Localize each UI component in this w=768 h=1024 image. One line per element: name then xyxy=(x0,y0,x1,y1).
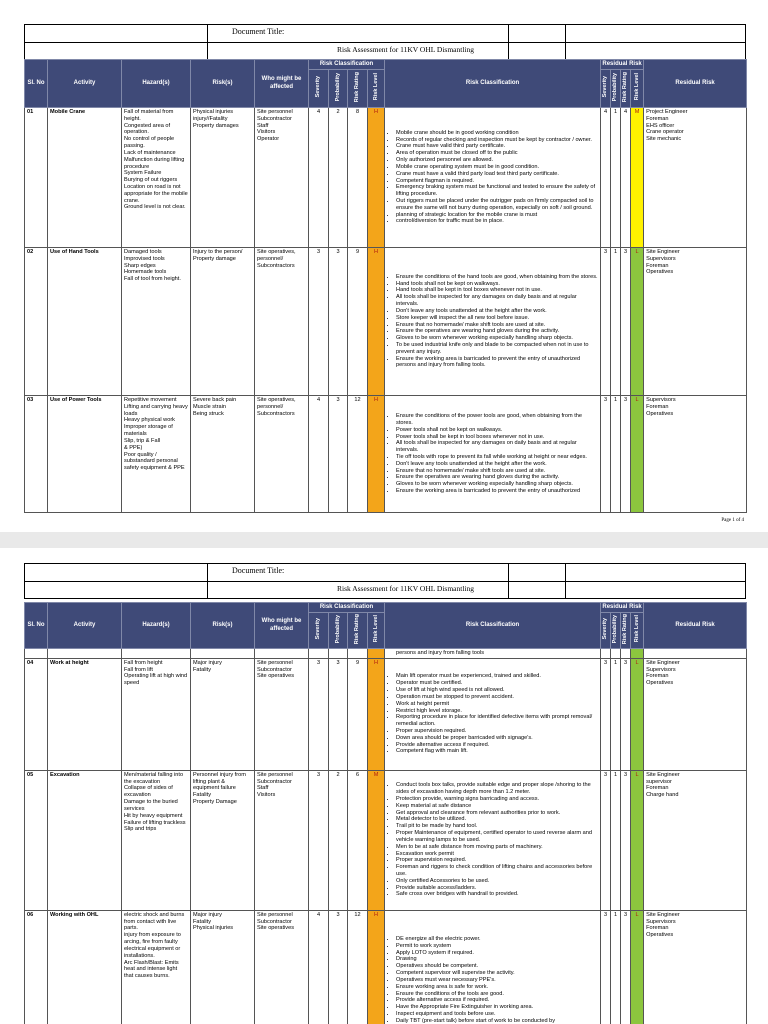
control-measure: • Foreman and riggers to check condition of lifting chains and accessories before use. xyxy=(396,864,598,878)
row-number: 04 xyxy=(25,658,48,770)
col-activity: Activity xyxy=(48,603,122,649)
res-severity-cell: 4 xyxy=(601,108,611,248)
document-subtitle: Risk Assessment for 11KV OHL Dismantling xyxy=(337,45,475,54)
control-measure: • All tools shall be inspected for any damages on daily basis and at regular intervals. xyxy=(396,294,598,308)
control-measure: • Mobile crane should be in good working condition xyxy=(396,130,598,137)
risk-level-cell: H xyxy=(368,658,385,770)
control-measure: • Have the Appropriate Fire Extinguisher in working area. xyxy=(396,1004,598,1011)
hazards-cell: Repetitive movement Lifting and carrying heavy loads Heavy physical work Improper storage of materials Slip, trip & Fall & PPE) Poor quality / substandard personal safety equipment & PPE xyxy=(122,396,191,513)
document-page-2 xyxy=(0,548,768,1024)
control-measure: • Area of operation must be closed off to the public xyxy=(396,150,598,157)
col-affected: Who might be affected xyxy=(255,603,309,649)
res-level-cell: L xyxy=(631,658,644,770)
row-number: 06 xyxy=(25,910,48,1024)
res-rating-cell: 3 xyxy=(621,396,631,513)
probability-cell: 2 xyxy=(329,108,348,248)
control-measure: • Ensure the conditions of the tools are good. xyxy=(396,991,598,998)
severity-cell: 4 xyxy=(309,396,329,513)
document-title-box xyxy=(24,24,746,60)
probability-cell: 3 xyxy=(329,658,348,770)
empty-cell xyxy=(48,649,122,659)
col-risk-level: Risk Level xyxy=(372,73,379,101)
control-measure: • Provide alternative access if required. xyxy=(396,997,598,1004)
empty-cell xyxy=(122,649,191,659)
control-measure: • Down area should be proper barricaded with signage's. xyxy=(396,735,598,742)
control-measure: • Operator must be certified. xyxy=(396,680,598,687)
col-risk-rating: Risk Rating xyxy=(354,71,361,102)
probability-cell: 3 xyxy=(329,396,348,513)
control-measure: • Provide suitable access/ladders. xyxy=(396,885,598,892)
control-measure: • Work at height permit xyxy=(396,701,598,708)
control-measure: • Daily TBT (pre-start talk) before start of work to be conducted by xyxy=(396,1018,598,1024)
control-measure: • Competent flagman is required. xyxy=(396,178,598,185)
control-measure: • Permit to work system xyxy=(396,943,598,950)
severity-cell: 3 xyxy=(309,770,329,910)
activity-cell: Use of Hand Tools xyxy=(48,248,122,396)
document-title-box xyxy=(24,563,746,599)
res-probability-cell: 1 xyxy=(611,108,621,248)
hazards-cell: Fall from height Fall from lift Operating lift at high wind speed xyxy=(122,658,191,770)
empty-cell xyxy=(621,649,631,659)
res-probability-cell: 1 xyxy=(611,658,621,770)
controls-cell xyxy=(385,770,601,910)
empty-cell xyxy=(611,649,621,659)
controls-cell xyxy=(385,248,601,396)
residual-risk-cell: Site Engineer Supervisors Foreman Operatives xyxy=(644,658,747,770)
control-measure: • Ensure that no homemade/ make shift tools are used at site. xyxy=(396,322,598,329)
affected-cell: Site personnel Subcontractor Site operatives xyxy=(255,910,309,1024)
col-group-risk-classification: Risk Classification xyxy=(309,603,385,613)
control-measure: • Excavation work permit xyxy=(396,851,598,858)
controls-cell xyxy=(385,396,601,513)
control-measure: • Only authorized personnel are allowed. xyxy=(396,157,598,164)
table-row xyxy=(25,396,747,513)
control-measure: • Ensure the operatives are wearing hand gloves during the activity. xyxy=(396,328,598,335)
control-measure: • Safe cross over bridges with handrail to provided. xyxy=(396,891,598,898)
risks-cell: Physical injuries injury//Fatality Property damages xyxy=(191,108,255,248)
col-activity: Activity xyxy=(48,60,122,108)
col-res-probability: Probability xyxy=(612,614,619,644)
controls-cell xyxy=(385,658,601,770)
res-rating-cell: 3 xyxy=(621,770,631,910)
risk-assessment-table xyxy=(24,602,747,1024)
res-severity-cell: 3 xyxy=(601,770,611,910)
control-measure: • Records of regular checking and inspection must be kept by contractor / owner. xyxy=(396,137,598,144)
col-hazards: Hazard(s) xyxy=(122,60,191,108)
probability-cell: 2 xyxy=(329,770,348,910)
control-measure: • Reporting procedure in place for identified defective items with prompt removal/ remedial action. xyxy=(396,714,598,728)
res-level-cell: L xyxy=(631,770,644,910)
residual-risk-cell: Site Engineer supervisor Foreman Charge hand xyxy=(644,770,747,910)
col-sl-no: Sl. No xyxy=(25,60,48,108)
control-measure: • Metal detector to be utilized. xyxy=(396,816,598,823)
col-residual-risk: Residual Risk xyxy=(644,60,747,108)
document-title-label: Document Title: xyxy=(232,566,285,575)
risk-rating-cell: 12 xyxy=(348,396,368,513)
table-row xyxy=(25,658,747,770)
row-number: 03 xyxy=(25,396,48,513)
control-measure: • Trail pit to be made by hand tool. xyxy=(396,823,598,830)
res-level-cell: L xyxy=(631,910,644,1024)
col-risks: Risk(s) xyxy=(191,603,255,649)
carryover-text: persons and injury from falling tools xyxy=(385,649,601,659)
col-severity: Severity xyxy=(315,618,322,640)
risk-level-cell: H xyxy=(368,248,385,396)
activity-cell: Excavation xyxy=(48,770,122,910)
control-measure: • Hand tools shall be kept in tool boxes whenever not in use. xyxy=(396,287,598,294)
control-measure: • Get approval and clearance from relevant authorities prior to work. xyxy=(396,810,598,817)
affected-cell: Site personnel Subcontractor Staff Visitors Operator xyxy=(255,108,309,248)
risk-level-cell: M xyxy=(368,770,385,910)
control-measure: • To be used industrial knife only and blade to be compacted when not in use to prevent any injury. xyxy=(396,342,598,356)
control-measure: • Only certified Accessories to be used. xyxy=(396,878,598,885)
res-probability-cell: 1 xyxy=(611,248,621,396)
control-measure: • Operatives must wear necessary PPE's. xyxy=(396,977,598,984)
control-measure: • control/diversion for traffic must be in place. xyxy=(396,218,598,225)
residual-risk-cell: Project Engineer Foreman EHS officer Crane operator Site mechanic xyxy=(644,108,747,248)
col-severity: Severity xyxy=(315,76,322,98)
severity-cell: 3 xyxy=(309,658,329,770)
control-measure: • Mobile crane operating system must be in good condition. xyxy=(396,164,598,171)
col-affected: Who might be affected xyxy=(255,60,309,108)
col-risk-classification: Risk Classification xyxy=(385,603,601,649)
col-res-risk-rating: Risk Rating xyxy=(622,613,629,644)
table-row xyxy=(25,770,747,910)
col-res-risk-level: Risk Level xyxy=(633,73,640,101)
control-measure: • Apply LOTO system if required. xyxy=(396,950,598,957)
res-severity-cell: 3 xyxy=(601,910,611,1024)
control-measure: • planning of strategic location for the mobile crane is must xyxy=(396,212,598,219)
res-level-cell: L xyxy=(631,248,644,396)
empty-cell xyxy=(255,649,309,659)
col-res-risk-rating: Risk Rating xyxy=(622,71,629,102)
control-measure: • Out riggers must be placed under the outrigger pads on firmly compacted soil to ensure the same will not burry during operation, especially on soft / soil ground. xyxy=(396,198,598,212)
activity-cell: Mobile Crane xyxy=(48,108,122,248)
control-measure: • Store keeper will inspect the all new tool before issue. xyxy=(396,315,598,322)
control-measure: • Ensure the working area is barricaded to prevent the entry of unauthorized persons and injury from falling tools. xyxy=(396,356,598,370)
hazards-cell: Damaged tools Improvised tools Sharp edges Homemade tools Fall of tool from height. xyxy=(122,248,191,396)
control-measure: • DE energize all the electric power. xyxy=(396,936,598,943)
control-measure: • Hand tools shall not be kept on walkways. xyxy=(396,281,598,288)
activity-cell: Working with OHL xyxy=(48,910,122,1024)
table-row xyxy=(25,248,747,396)
col-risk-rating: Risk Rating xyxy=(354,613,361,644)
affected-cell: Site personnel Subcontractor Staff Visitors xyxy=(255,770,309,910)
control-measure: • Proper supervision required. xyxy=(396,857,598,864)
col-probability: Probability xyxy=(334,72,341,102)
control-measure: • Proper Maintenance of equipment, certified operator to used reverse alarm and vehicle warning lamps to be used. xyxy=(396,830,598,844)
residual-risk-cell: Supervisors Foreman Operatives xyxy=(644,396,747,513)
risk-rating-cell: 8 xyxy=(348,108,368,248)
empty-cell xyxy=(25,649,48,659)
empty-cell xyxy=(368,649,385,659)
risk-level-cell: H xyxy=(368,396,385,513)
res-level-cell: M xyxy=(631,108,644,248)
hazards-cell: Men/material falling into the excavation Collapse of sides of excavation Damage to the buried services Hit by heavy equipment Failure of lifting trackless Slip and trips xyxy=(122,770,191,910)
control-measure: • Crane must have a valid third party load test third party certificate. xyxy=(396,171,598,178)
control-measure: • Emergency braking system must be functional and tested to ensure the safety of lifting procedure. xyxy=(396,184,598,198)
empty-cell xyxy=(329,649,348,659)
empty-cell xyxy=(644,649,747,659)
res-rating-cell: 3 xyxy=(621,248,631,396)
control-measure: • Ensure working area is safe for work. xyxy=(396,984,598,991)
control-measure: • Use of lift at high wind speed is not allowed. xyxy=(396,687,598,694)
residual-risk-cell: Site Engineer Supervisors Foreman Operatives xyxy=(644,910,747,1024)
control-measure: • Conduct tools box talks, provide suitable edge and proper slope /shoring to the sides of excavation having depth more than 1.2 meter. xyxy=(396,782,598,796)
control-measure: • Operatives should be competent. xyxy=(396,963,598,970)
control-measure: • Don't leave any tools unattended at the height after the work. xyxy=(396,308,598,315)
control-measure: • Power tools shall be kept in tool boxes whenever not in use. xyxy=(396,434,598,441)
control-measure: • Ensure the operatives are wearing hand gloves during the activity. xyxy=(396,474,598,481)
col-probability: Probability xyxy=(334,614,341,644)
control-measure: • Ensure the working area is barricaded to prevent the entry of unauthorized xyxy=(396,488,598,495)
col-res-severity: Severity xyxy=(602,618,609,640)
risks-cell: Major injury Fatality Physical injuries xyxy=(191,910,255,1024)
risk-level-cell: H xyxy=(368,108,385,248)
control-measure: • Protection provide, warning signs barricading and access. xyxy=(396,796,598,803)
res-probability-cell: 1 xyxy=(611,770,621,910)
row-number: 01 xyxy=(25,108,48,248)
col-risk-classification: Risk Classification xyxy=(385,60,601,108)
col-residual-risk: Residual Risk xyxy=(644,603,747,649)
empty-cell xyxy=(191,649,255,659)
res-probability-cell: 1 xyxy=(611,396,621,513)
col-sl-no: Sl. No xyxy=(25,603,48,649)
hazards-cell: Fall of material from height. Congested area of operation. No control of people passing. Lack of maintenance Malfunction during lifting procedure System Failure Burying of out riggers Location on road is not appropriate for the mobile crane. Ground level is not clear. xyxy=(122,108,191,248)
res-rating-cell: 4 xyxy=(621,108,631,248)
col-res-risk-level: Risk Level xyxy=(633,615,640,643)
control-measure: • Power tools shall not be kept on walkways. xyxy=(396,427,598,434)
res-severity-cell: 3 xyxy=(601,248,611,396)
col-hazards: Hazard(s) xyxy=(122,603,191,649)
probability-cell: 3 xyxy=(329,248,348,396)
controls-cell xyxy=(385,108,601,248)
control-measure: • Provide alternative access if required. xyxy=(396,742,598,749)
risk-level-cell: H xyxy=(368,910,385,1024)
severity-cell: 4 xyxy=(309,108,329,248)
col-risk-level: Risk Level xyxy=(372,615,379,643)
res-rating-cell: 3 xyxy=(621,910,631,1024)
probability-cell: 3 xyxy=(329,910,348,1024)
table-row xyxy=(25,910,747,1024)
res-severity-cell: 3 xyxy=(601,658,611,770)
document-subtitle: Risk Assessment for 11KV OHL Dismantling xyxy=(337,584,475,593)
empty-cell xyxy=(601,649,611,659)
control-measure: • Competent supervisor will supervise the activity. xyxy=(396,970,598,977)
row-number: 05 xyxy=(25,770,48,910)
affected-cell: Site operatives, personnel/ Subcontractors xyxy=(255,248,309,396)
col-group-risk-classification: Risk Classification xyxy=(309,60,385,70)
residual-risk-cell: Site Engineer Supervisors Foreman Operatives xyxy=(644,248,747,396)
document-title-label: Document Title: xyxy=(232,27,285,36)
res-level-cell: L xyxy=(631,396,644,513)
control-measure: • Drawing xyxy=(396,956,598,963)
control-measure: • Keep material at safe distance xyxy=(396,803,598,810)
severity-cell: 3 xyxy=(309,248,329,396)
risk-assessment-table xyxy=(24,59,747,513)
control-measure: • Gloves to be worn whenever working especially handling sharp objects. xyxy=(396,335,598,342)
control-measure: • Inspect equipment and tools before use. xyxy=(396,1011,598,1018)
control-measure: • Don't leave any tools unattended at the height after the work. xyxy=(396,461,598,468)
risk-rating-cell: 6 xyxy=(348,770,368,910)
risks-cell: Major injury Fatality xyxy=(191,658,255,770)
control-measure: • Ensure that no homemade/ make shift tools are used at site. xyxy=(396,468,598,475)
risk-rating-cell: 9 xyxy=(348,658,368,770)
hazards-cell: electric shock and burns from contact with live parts. injury from exposure to arcing, fire from faulty electrical equipment or installations. Arc Flash/Blast: Emits heat and intense light that causes burns. xyxy=(122,910,191,1024)
affected-cell: Site operatives, personnel/ Subcontractors xyxy=(255,396,309,513)
res-rating-cell: 3 xyxy=(621,658,631,770)
col-group-residual: Residual Risk xyxy=(601,603,644,613)
col-res-probability: Probability xyxy=(612,72,619,102)
risk-rating-cell: 9 xyxy=(348,248,368,396)
control-measure: • Gloves to be worn whenever working especially handling sharp objects. xyxy=(396,481,598,488)
control-measure: • Competent flag with main lift. xyxy=(396,748,598,755)
control-measure: • All tools shall be inspected for any damages on daily basis and at regular intervals. xyxy=(396,440,598,454)
control-measure: • Proper supervision required. xyxy=(396,728,598,735)
table-row xyxy=(25,649,747,659)
control-measure: • Main lift operator must be experienced, trained and skilled. xyxy=(396,673,598,680)
risks-cell: Personnel injury from lifting plant & equipment failure Fatality Property Damage xyxy=(191,770,255,910)
row-number: 02 xyxy=(25,248,48,396)
empty-cell xyxy=(631,649,644,659)
risks-cell: Injury to the person/ Property damage xyxy=(191,248,255,396)
res-severity-cell: 3 xyxy=(601,396,611,513)
control-measure: • Ensure the conditions of the power tools are good, when obtaining from the stores. xyxy=(396,413,598,427)
empty-cell xyxy=(309,649,329,659)
control-measure: • Crane must have valid third party certificate. xyxy=(396,143,598,150)
controls-cell xyxy=(385,910,601,1024)
risk-rating-cell: 12 xyxy=(348,910,368,1024)
risks-cell: Severe back pain Muscle strain Being struck xyxy=(191,396,255,513)
res-probability-cell: 1 xyxy=(611,910,621,1024)
control-measure: • Operation must be stopped to prevent accident. xyxy=(396,694,598,701)
affected-cell: Site personnel Subcontractor Site operatives xyxy=(255,658,309,770)
control-measure: • Restrict high level storage. xyxy=(396,708,598,715)
activity-cell: Work at height xyxy=(48,658,122,770)
severity-cell: 4 xyxy=(309,910,329,1024)
control-measure: • Ensure the conditions of the hand tools are good, when obtaining from the stores. xyxy=(396,274,598,281)
empty-cell xyxy=(348,649,368,659)
col-group-residual: Residual Risk xyxy=(601,60,644,70)
col-risks: Risk(s) xyxy=(191,60,255,108)
table-row xyxy=(25,108,747,248)
activity-cell: Use of Power Tools xyxy=(48,396,122,513)
control-measure: • Men to be at safe distance from moving parts of machinery. xyxy=(396,844,598,851)
page-number: Page 1 of 4 xyxy=(721,518,744,523)
control-measure: • Tie off tools with rope to prevent its fall while working at height or near edges. xyxy=(396,454,598,461)
col-res-severity: Severity xyxy=(602,76,609,98)
